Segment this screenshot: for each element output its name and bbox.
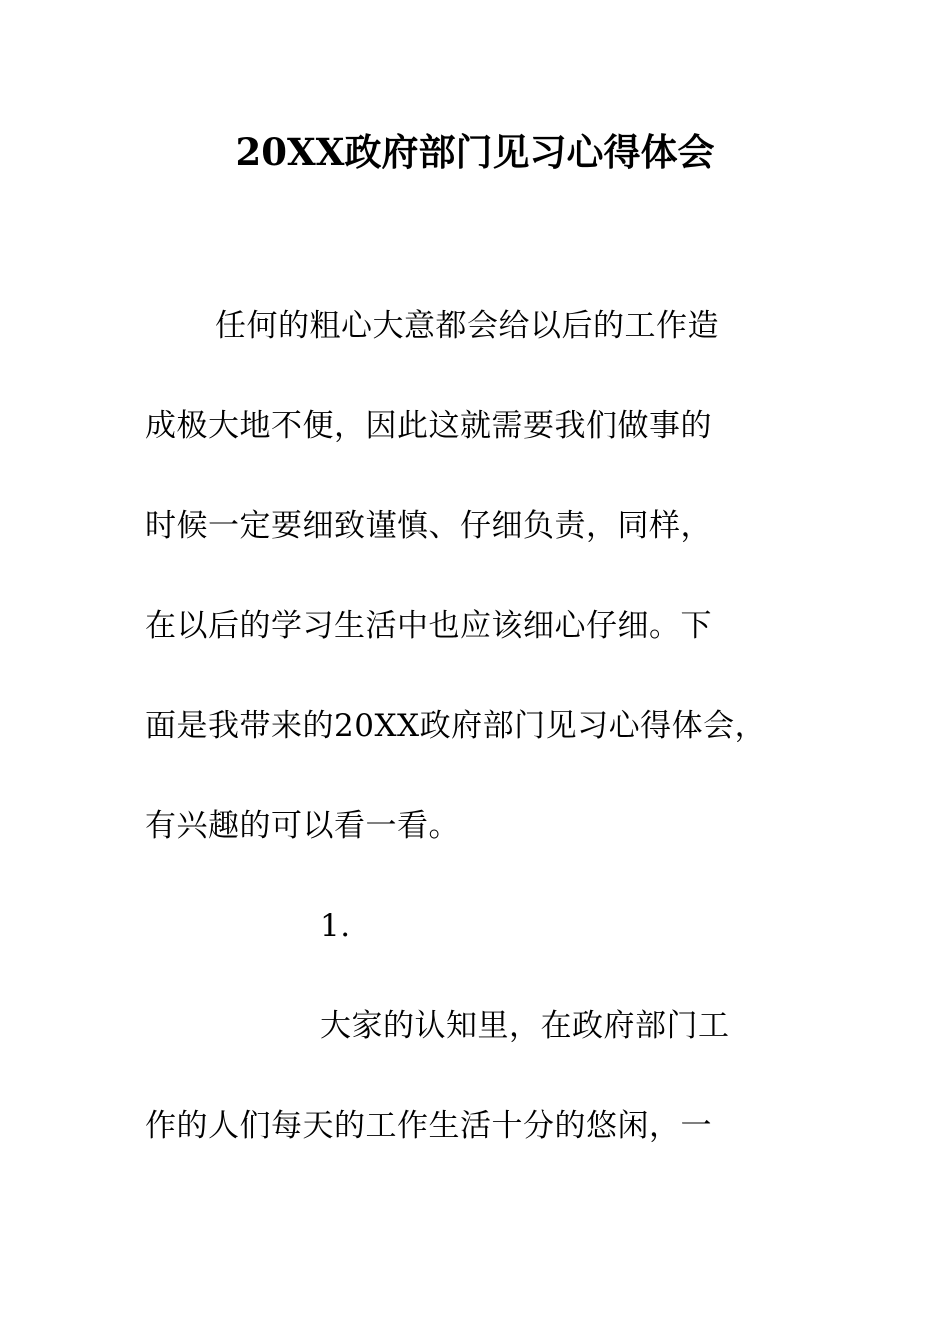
paragraph-line: 有兴趣的可以看一看。 — [145, 808, 460, 844]
document-title: 20XX政府部门见习心得体会 — [235, 130, 715, 174]
paragraph-line: 时候一定要细致谨慎、仔细负责，同样， — [145, 508, 712, 544]
paragraph-line: 面是我带来的20XX政府部门见习心得体会， — [145, 708, 767, 744]
paragraph-line: 大家的认知里，在政府部门工 — [320, 1008, 730, 1044]
paragraph-line: 成极大地不便，因此这就需要我们做事的 — [145, 408, 712, 444]
paragraph-line: 在以后的学习生活中也应该细心仔细。下 — [145, 608, 712, 644]
list-number: 1. — [320, 908, 351, 944]
paragraph-line: 作的人们每天的工作生活十分的悠闲，一 — [145, 1108, 712, 1144]
paragraph-line: 任何的粗心大意都会给以后的工作造 — [215, 308, 719, 344]
